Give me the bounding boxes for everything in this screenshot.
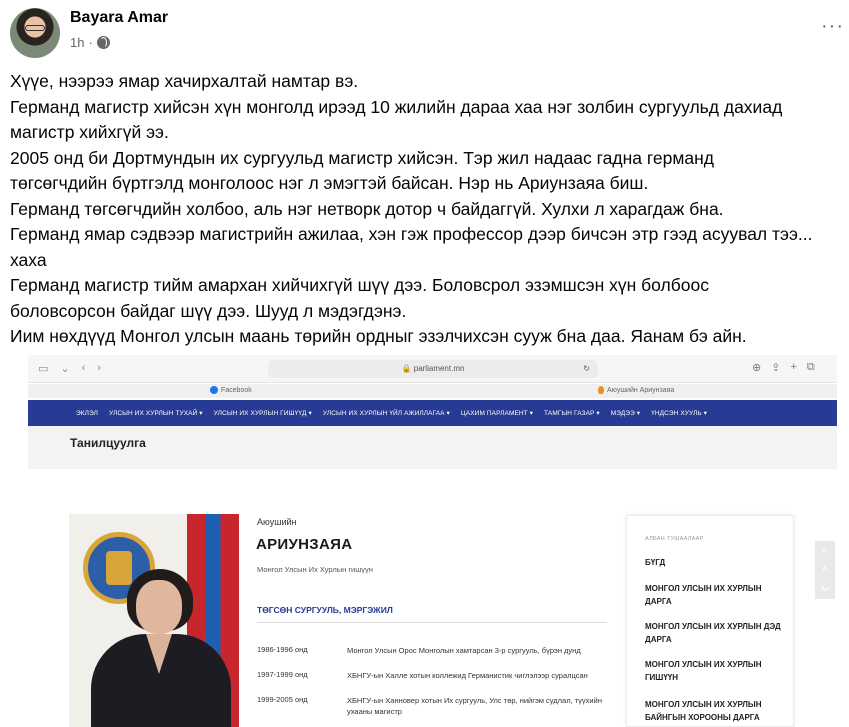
nav-item: УЛСЫН ИХ ХУРЛЫН ГИШҮҮД ▾ (213, 410, 312, 417)
page-title: Танилцуулга (70, 436, 146, 450)
tab-parliament (598, 386, 674, 394)
position-filter-committee-chair: МОНГОЛ УЛСЫН ИХ ХУРЛЫН БАЙНГЫН ХОРООНЫ ДАРГА (645, 700, 762, 722)
font-decrease: A- (821, 547, 829, 555)
browser-action-icons (752, 361, 815, 374)
chevron-down-icon: ⌄ (60, 363, 70, 375)
education-list (257, 645, 609, 720)
browser-toolbar (28, 355, 837, 383)
back-icon: ‹ (81, 362, 86, 374)
education-desc: Монгол Улсын Орос Монголын хамтарсан 3-р сургууль, бүрэн дунд (347, 646, 581, 655)
post-line: боловсорсон байдаг шүү дээ. Шууд л мэдэгдэнэ. (10, 300, 407, 321)
author-avatar[interactable] (10, 8, 60, 58)
member-role: Монгол Улсын Их Хурлын гишүүн (257, 565, 373, 574)
post-line: магистр хийхгүй ээ. (10, 122, 169, 142)
site-favicon-icon (598, 386, 604, 394)
page-heading-band (28, 426, 837, 469)
post-line: Германд ямар сэдвээр магистрийн ажилаа, хэн гэж профессор дээр бичсэн этр гээд асуувал тээ... (10, 224, 813, 244)
nav-item: ЦАХИМ ПАРЛАМЕНТ ▾ (460, 410, 534, 417)
tab-facebook (210, 386, 252, 394)
position-filter-vice-chair: МОНГОЛ УЛСЫН ИХ ХУРЛЫН ДЭД ДАРГА (645, 622, 781, 644)
nav-item: УЛСЫН ИХ ХУРЛЫН ҮЙЛ АЖИЛЛАГАА ▾ (322, 410, 450, 417)
post-line: Германд магистр тийм амархан хийчихгүй шүү дээ. Боловсрол эзэмшсэн хүн болбоос (10, 275, 709, 295)
member-first-name: Аюушийн (257, 517, 297, 527)
address-url: 🔒 parliament.mn (401, 364, 465, 373)
font-normal: A (822, 566, 828, 574)
tab-parliament-label: Аюушийн Ариунзаяа (607, 386, 675, 394)
education-row (257, 670, 609, 695)
post-line: Германд магистр хийсэн хүн монголд ирээд 10 жилийн дараа хаа нэг золбин сургуульд дахиад (10, 96, 783, 117)
nav-item: ҮНДСЭН ХУУЛЬ ▾ (651, 410, 708, 417)
nav-item: УЛСЫН ИХ ХУРЛЫН ТУХАЙ ▾ (108, 410, 203, 417)
education-desc: ХБНГУ-ын Ханновер хотын Их сургууль, Улс төр, нийгэм судлал, түүхийн ухааны магистр (347, 696, 602, 716)
new-tab-icon: + (790, 361, 797, 373)
browser-nav-icons (38, 362, 101, 375)
reload-icon: ↻ (583, 364, 590, 373)
post-line: төгсөгчдийн бүртгэлд монголоос нэг л эмэгтэй байсан. Нэр нь Ариунзаяа биш. (10, 173, 649, 193)
tab-facebook-label: Facebook (221, 386, 252, 394)
education-row (257, 695, 609, 720)
font-size-controls (815, 541, 835, 599)
forward-icon: › (97, 362, 101, 374)
education-divider (257, 622, 607, 623)
education-desc: ХБНГУ-ын Халле хотын коллежид Германистик чиглэлээр суралцсан (347, 671, 588, 680)
position-filter-member: МОНГОЛ УЛСЫН ИХ ХУРЛЫН ГИШҮҮН (645, 660, 762, 682)
position-filter-heading: АЛБАН ТУШААЛААР (645, 536, 704, 542)
facebook-icon (210, 386, 218, 394)
share-icon: ⇪ (771, 362, 781, 374)
public-globe-icon[interactable] (97, 36, 110, 49)
download-icon: ⊕ (752, 362, 762, 374)
education-years: 1997-1999 онд (257, 670, 308, 679)
tabs-overview-icon: ⧉ (806, 361, 815, 373)
nav-item: ЭКЛЭЛ (76, 409, 98, 417)
attached-screenshot[interactable] (28, 355, 837, 727)
post-line: 2005 онд би Дортмундын их сургуульд магистр хийсэн. Тэр жил надаас гадна германд (10, 147, 714, 168)
education-heading: ТӨГСӨН СУРГУУЛЬ, МЭРГЭЖИЛ (257, 605, 393, 615)
education-years: 1986-1996 онд (257, 645, 308, 654)
post-header (0, 0, 849, 62)
position-filter-chair: МОНГОЛ УЛСЫН ИХ ХУРЛЫН ДАРГА (645, 584, 762, 606)
post-line: хаха (10, 249, 47, 270)
site-navbar (28, 400, 837, 426)
more-options-icon[interactable]: ··· (821, 15, 844, 37)
member-last-name: АРИУНЗАЯА (256, 536, 353, 553)
post-line: Иим нөхдүүд Монгол улсын маань төрийн ордныг эзэлчихсэн сууж бна даа. Яанам бэ айн. (10, 326, 747, 346)
post-line: Хүүе, нээрээ ямар хачирхалтай намтар вэ. (10, 71, 359, 91)
position-filter-card (626, 515, 794, 727)
member-portrait (69, 514, 239, 727)
meta-separator: · (88, 35, 93, 50)
post-line: Германд төгсөгчдийн холбоо, аль нэг нетворк дотор ч байдаггүй. Хулхи л харагдаж бна. (10, 198, 724, 219)
address-bar (268, 360, 598, 378)
education-row (257, 645, 609, 670)
post-meta (70, 35, 110, 50)
post-text (10, 69, 842, 350)
post-time[interactable]: 1h (70, 35, 85, 50)
sidebar-icon: ▭ (38, 363, 49, 375)
education-years: 1999-2005 онд (257, 695, 308, 704)
font-increase: A+ (820, 585, 830, 593)
browser-tabs (28, 384, 837, 398)
nav-item: ТАМГЫН ГАЗАР ▾ (544, 410, 600, 417)
position-filter-all: БҮГД (645, 558, 666, 567)
author-name[interactable]: Bayara Amar (70, 9, 169, 26)
nav-item: МЭДЭЭ ▾ (610, 410, 641, 417)
